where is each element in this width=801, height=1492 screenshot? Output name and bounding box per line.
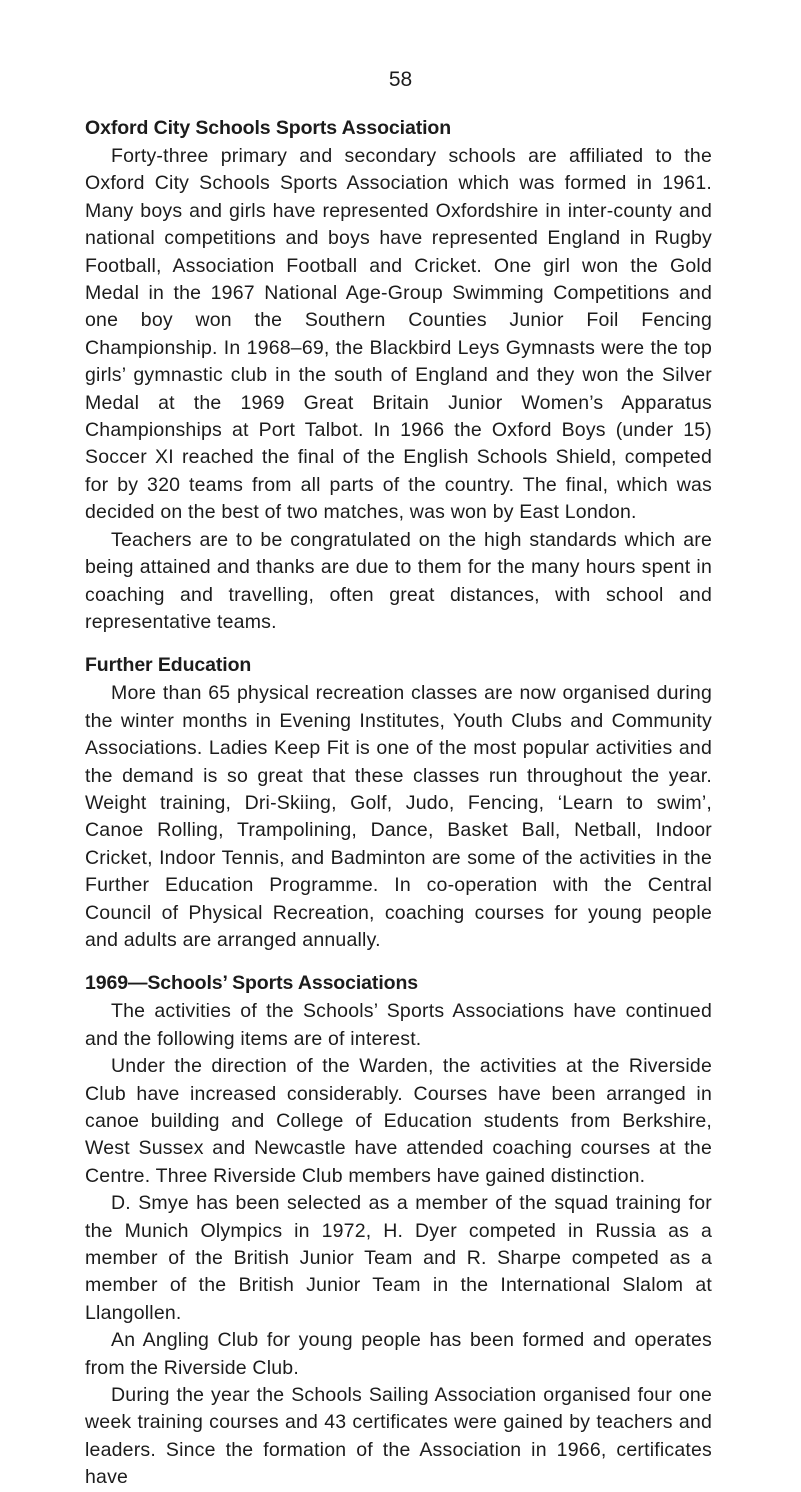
paragraph: An Angling Club for young people has been formed and operates from the Riverside Club. — [85, 1329, 712, 1379]
paragraph: Under the direction of the Warden, the activities at the Riverside Club have increased considerably. Courses have been arranged in canoe building and College of Education students from Berkshire, West Sussex and Newcastle have attended coaching courses at the Centre. Three Riverside Club members have gained distinction. — [85, 1055, 712, 1187]
paragraph: The activities of the Schools’ Sports Associations have continued and the following items are of interest. — [85, 1000, 712, 1050]
page-number: 58 — [388, 68, 413, 91]
paragraph: More than 65 physical recreation classes are now organised during the winter months in Evening Institutes, Youth Clubs and Community Associations. Ladies Keep Fit is one of the most popular activities and the demand is so great that these classes run throughout the year. Weight training, Dri-Skiing, Golf, Judo, Fencing, ‘Learn to swim’, Canoe Rolling, Trampolining, Dance, Basket Ball, Netball, Indoor Cricket, Indoor Tennis, and Badminton are some of the activities in the Further Education Programme. In co-operation with the Central Council of Physical Recreation, coaching courses for young people and adults are arranged annually. — [85, 682, 712, 951]
section-heading: 1969—Schools’ Sports Associations — [85, 972, 419, 995]
section-1969-schools-sports-associations — [85, 969, 712, 1491]
paragraph: Forty-three primary and secondary schools are affiliated to the Oxford City Schools Sports Association which was formed in 1961. Many boys and girls have represented Oxfordshire in inter-county and national competitions and boys have represented England in Rugby Football, Association Football and Cricket. One girl won the Gold Medal in the 1967 National Age-Group Swimming Competitions and one boy won the Southern Counties Junior Foil Fencing Championship. In 1968–69, the Blackbird Leys Gymnasts were the top girls’ gymnastic club in the south of England and they won the Silver Medal at the 1969 Great Britain Junior Women’s Apparatus Championships at Port Talbot. In 1966 the Oxford Boys (under 15) Soccer XI reached the final of the English Schools Shield, competed for by 320 teams from all parts of the country. The final, which was decided on the best of two matches, was won by East London. — [85, 145, 712, 524]
page-content — [85, 114, 712, 1492]
section-further-education — [85, 651, 712, 954]
section-oxford-city-schools-sports-association — [85, 114, 712, 636]
section-heading: Oxford City Schools Sports Association — [85, 117, 452, 139]
paragraph: Teachers are to be congratulated on the high standards which are being attained and thanks are due to them for the many hours spent in coaching and travelling, often great distances, with school and representative teams. — [85, 528, 712, 633]
paragraph: D. Smye has been selected as a member of the squad training for the Munich Olympics in 1972, H. Dyer competed in Russia as a member of the British Junior Team and R. Sharpe competed as a member of the British Junior Team in the International Slalom at Llangollen. — [85, 1192, 712, 1324]
paragraph: During the year the Schools Sailing Association organised four one week training courses and 43 certificates were gained by teachers and leaders. Since the formation of the Association in 1966, certificates have — [85, 1384, 712, 1489]
section-heading: Further Education — [85, 654, 252, 677]
